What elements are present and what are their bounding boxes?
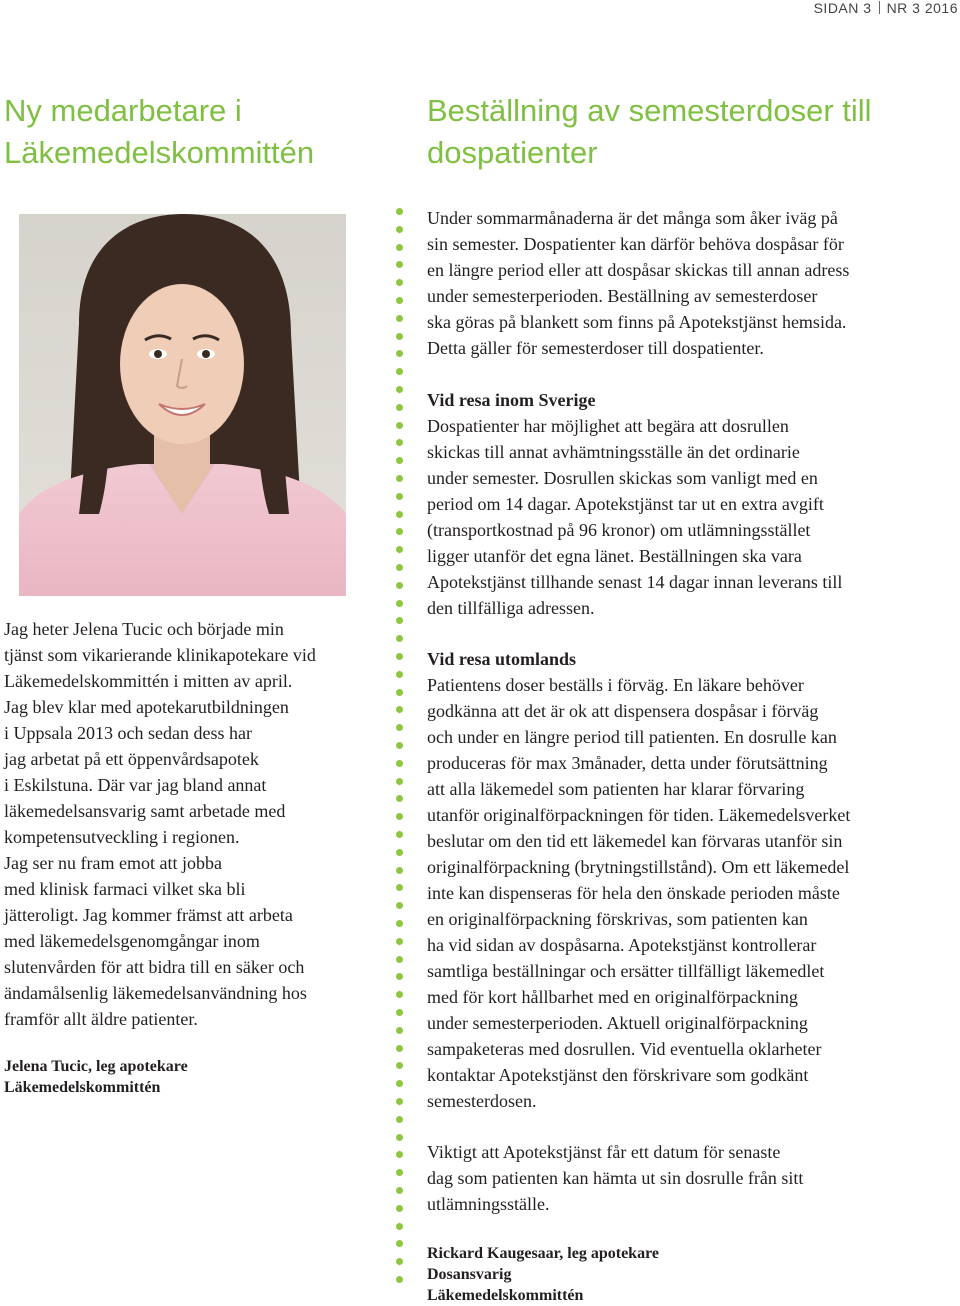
divider-dot: [396, 1134, 403, 1141]
signature-org: Läkemedelskommittén: [4, 1079, 161, 1096]
left-article-title: [4, 90, 384, 174]
body-line: dag som patienten kan hämta ut sin dosrulle från sitt: [427, 1168, 804, 1188]
divider-dot: [396, 724, 403, 731]
divider-dot: [396, 386, 403, 393]
signature-name: Jelena Tucic, leg apotekare: [4, 1058, 188, 1075]
divider-dot: [396, 1240, 403, 1247]
divider-dot: [396, 1045, 403, 1052]
important-note: [427, 1139, 957, 1217]
divider-dot: [396, 600, 403, 607]
divider-dot: [396, 1009, 403, 1016]
divider-dot: [396, 439, 403, 446]
divider-dot: [396, 404, 403, 411]
divider-dot: [396, 564, 403, 571]
portrait-photo-icon: [19, 214, 346, 596]
divider-dot: [396, 261, 403, 268]
section-travel-sweden: [427, 387, 957, 621]
body-line: kontaktar Apotekstjänst den förskrivare som godkänt: [427, 1065, 809, 1085]
divider-dot: [396, 208, 403, 215]
divider-dot: [396, 831, 403, 838]
body-line: inte kan dispenseras för hela den önskade perioden måste: [427, 883, 840, 903]
divider-dot: [396, 1205, 403, 1212]
divider-dot: [396, 368, 403, 375]
divider-dot: [396, 760, 403, 767]
right-intro-paragraph: [427, 205, 957, 361]
divider-dot: [396, 706, 403, 713]
divider-dot: [396, 457, 403, 464]
body-line: godkänna att det är ok att dispensera dospåsar i förväg: [427, 701, 819, 721]
body-line: Läkemedelskommittén i mitten av april.: [4, 671, 293, 691]
divider-dot: [396, 795, 403, 802]
body-line: under semesterperioden. Beställning av semesterdoser: [427, 286, 818, 306]
divider-dot: [396, 689, 403, 696]
body-line: skickas till annat avhämtningsställe än det ordinarie: [427, 442, 800, 462]
divider-dot: [396, 1062, 403, 1069]
divider-dot: [396, 1098, 403, 1105]
body-line: läkemedelsansvarig samt arbetade med: [4, 801, 286, 821]
divider-dot: [396, 1027, 403, 1034]
body-line: i Uppsala 2013 och sedan dess har: [4, 723, 252, 743]
body-line: med klinisk farmaci vilket ska bli: [4, 879, 246, 899]
divider-dot: [396, 973, 403, 980]
divider-dot: [396, 1258, 403, 1265]
page-header: [700, 0, 958, 22]
divider-dot: [396, 1080, 403, 1087]
signature-role: Dosansvarig: [427, 1266, 512, 1283]
divider-dot: [396, 1223, 403, 1230]
body-line: sin semester. Dospatienter kan därför behöva dospåsar för: [427, 234, 844, 254]
divider-dot: [396, 1151, 403, 1158]
body-line: med läkemedelsgenomgångar inom: [4, 931, 260, 951]
body-line: Apotekstjänst tillhande senast 14 dagar innan leverans till: [427, 572, 843, 592]
divider-dot: [396, 671, 403, 678]
body-line: och under en längre period till patienten. En dosrulle kan: [427, 727, 837, 747]
divider-dot: [396, 511, 403, 518]
body-line: Under sommarmånaderna är det många som åker iväg på: [427, 208, 838, 228]
divider-dot: [396, 849, 403, 856]
left-title-line: Läkemedelskommittén: [4, 135, 315, 170]
divider-dot: [396, 279, 403, 286]
divider-dot: [396, 582, 403, 589]
right-article-title: [427, 90, 957, 174]
page-number: SIDAN 3: [813, 0, 872, 16]
right-title-line: Beställning av semesterdoser till: [427, 93, 872, 128]
divider-dot: [396, 742, 403, 749]
body-line: kompetensutveckling i regionen.: [4, 827, 240, 847]
body-line: under semester. Dosrullen skickas som vanligt med en: [427, 468, 818, 488]
body-line: den tillfälliga adressen.: [427, 598, 595, 618]
body-line: ska göras på blankett som finns på Apotekstjänst hemsida.: [427, 312, 847, 332]
body-line: Dospatienter har möjlighet att begära att dosrullen: [427, 416, 789, 436]
divider-dot: [396, 350, 403, 357]
body-line: Patientens doser beställs i förväg. En läkare behöver: [427, 675, 804, 695]
divider-dot: [396, 333, 403, 340]
left-signature: [4, 1056, 304, 1098]
divider-dot: [396, 813, 403, 820]
body-line: produceras för max 3månader, detta under förutsättning: [427, 753, 828, 773]
body-line: tjänst som vikarierande klinikapotekare vid: [4, 645, 316, 665]
divider-dot: [396, 1276, 403, 1283]
divider-dot: [396, 315, 403, 322]
body-line: jätteroligt. Jag kommer främst att arbeta: [4, 905, 293, 925]
section-title: Vid resa inom Sverige: [427, 390, 596, 410]
body-line: Jag ser nu fram emot att jobba: [4, 853, 222, 873]
body-line: en längre period eller att dospåsar skickas till annan adress: [427, 260, 850, 280]
divider-dot: [396, 493, 403, 500]
divider-dot: [396, 635, 403, 642]
body-line: en originalförpackning förskrivas, som patienten kan: [427, 909, 808, 929]
body-line: period om 14 dagar. Apotekstjänst tar ut en extra avgift: [427, 494, 824, 514]
section-title: Vid resa utomlands: [427, 649, 577, 669]
divider-dot: [396, 546, 403, 553]
body-line: sampaketeras med dosrullen. Vid eventuella oklarheter: [427, 1039, 822, 1059]
signature-name: Rickard Kaugesaar, leg apotekare: [427, 1245, 659, 1262]
header-divider: [879, 1, 880, 14]
body-line: ligger utanför det egna länet. Beställningen ska vara: [427, 546, 802, 566]
divider-dot: [396, 653, 403, 660]
portrait-illustration: [19, 214, 346, 596]
left-article-body: [4, 616, 384, 1032]
body-line: originalförpackning (brytningstillstånd). Om ett läkemedel: [427, 857, 850, 877]
body-line: framför allt äldre patienter.: [4, 1009, 198, 1029]
right-title-line: dospatienter: [427, 135, 598, 170]
divider-dot: [396, 902, 403, 909]
body-line: i Eskilstuna. Där var jag bland annat: [4, 775, 267, 795]
divider-dot: [396, 920, 403, 927]
body-line: semesterdosen.: [427, 1091, 537, 1111]
body-line: jag arbetat på ett öppenvårdsapotek: [4, 749, 259, 769]
body-line: Detta gäller för semesterdoser till dospatienter.: [427, 338, 764, 358]
body-line: med för kort hållbarhet med en originalförpackning: [427, 987, 798, 1007]
divider-dot: [396, 938, 403, 945]
divider-dot: [396, 475, 403, 482]
issue-number: NR 3 2016: [886, 0, 958, 16]
body-line: beslutar om den tid ett läkemedel kan förvaras utanför sin: [427, 831, 843, 851]
body-line: under semesterperioden. Aktuell originalförpackning: [427, 1013, 808, 1033]
body-line: (transportkostnad på 96 kronor) om utlämningsstället: [427, 520, 811, 540]
divider-dot: [396, 1187, 403, 1194]
body-line: Jag heter Jelena Tucic och började min: [4, 619, 284, 639]
body-line: Jag blev klar med apotekarutbildningen: [4, 697, 289, 717]
divider-dot: [396, 991, 403, 998]
divider-dot: [396, 422, 403, 429]
body-line: Viktigt att Apotekstjänst får ett datum för senaste: [427, 1142, 781, 1162]
divider-dot: [396, 884, 403, 891]
divider-dot: [396, 1116, 403, 1123]
divider-dot: [396, 1169, 403, 1176]
dotted-column-divider: [396, 208, 406, 1300]
body-line: utlämningsställe.: [427, 1194, 550, 1214]
body-line: att alla läkemedel som patienten har klarar förvaring: [427, 779, 805, 799]
body-line: utanför originalförpackningen för tiden. Läkemedelsverket: [427, 805, 851, 825]
divider-dot: [396, 617, 403, 624]
divider-dot: [396, 226, 403, 233]
body-line: slutenvården för att bidra till en säker och: [4, 957, 305, 977]
divider-dot: [396, 867, 403, 874]
right-signature: [427, 1243, 827, 1306]
divider-dot: [396, 297, 403, 304]
signature-org: Läkemedelskommittén: [427, 1287, 584, 1304]
divider-dot: [396, 528, 403, 535]
left-title-line: Ny medarbetare i: [4, 93, 242, 128]
divider-dot: [396, 956, 403, 963]
body-line: ha vid sidan av dospåsarna. Apotekstjänst kontrollerar: [427, 935, 817, 955]
divider-dot: [396, 778, 403, 785]
divider-dot: [396, 244, 403, 251]
section-travel-abroad: [427, 646, 957, 1114]
body-line: samtliga beställningar och ersätter tillfälligt läkemedlet: [427, 961, 825, 981]
body-line: ändamålsenlig läkemedelsanvändning hos: [4, 983, 307, 1003]
